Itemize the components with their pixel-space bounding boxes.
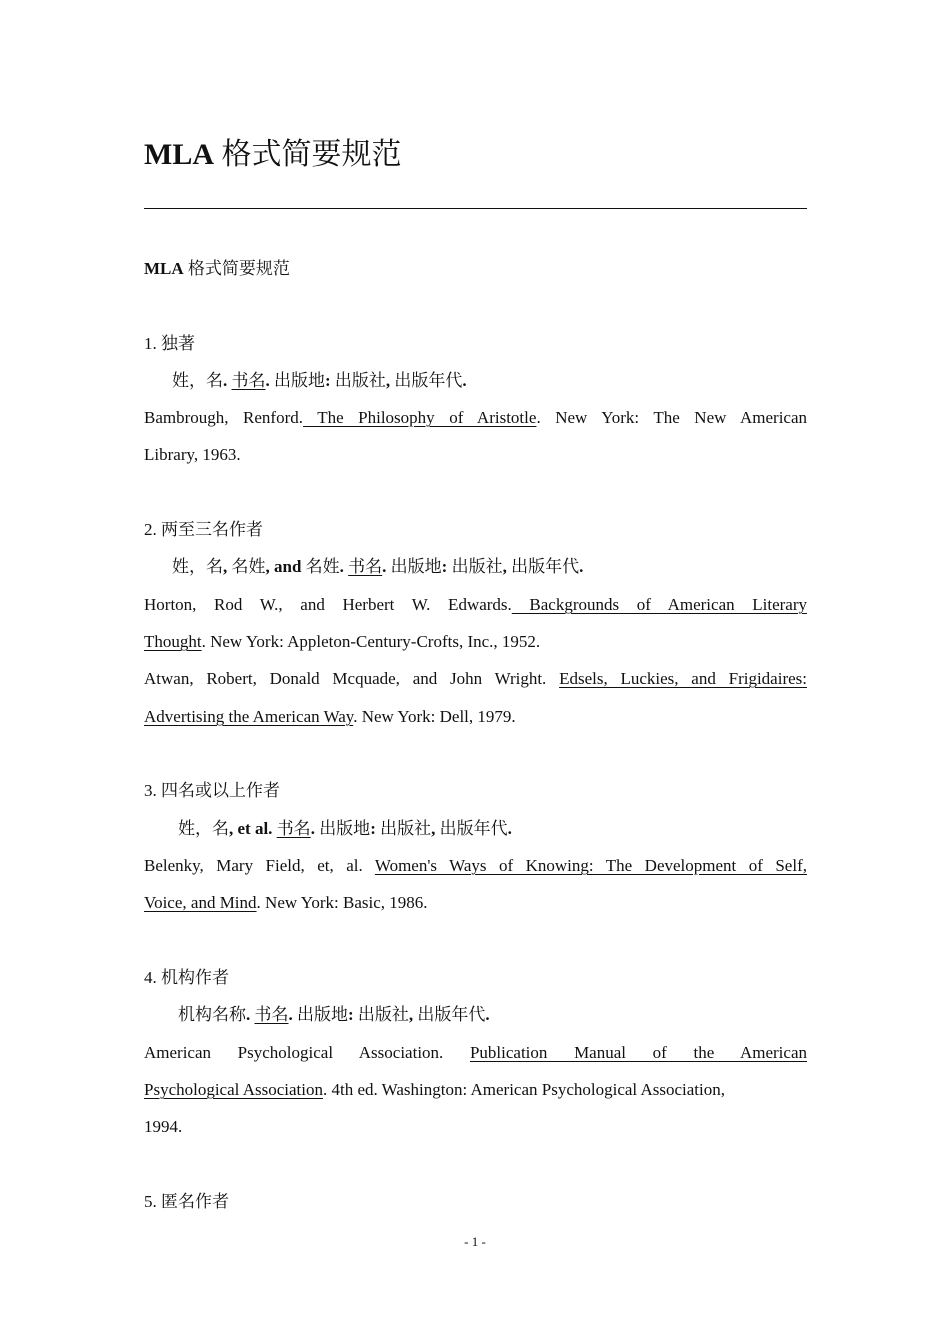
format-pattern-institutional-author: 机构名称. 书名. 出版地: 出版社, 出版年代. [178, 1005, 490, 1024]
document-title-latin: MLA [144, 138, 214, 171]
citation-example-line: Advertising the American Way. New York: Dell, 1979. [144, 707, 516, 726]
section-heading-institutional-author: 4. 机构作者 [144, 968, 229, 987]
pattern-title-placeholder: 书名 [231, 371, 266, 390]
citation-example-line: Belenky, Mary Field, et, al. Women's Ways of Knowing: The Development of Self, [144, 856, 807, 875]
subtitle-latin: MLA [144, 259, 184, 278]
citation-example-line: Psychological Association. 4th ed. Washington: American Psychological Association, [144, 1080, 725, 1099]
section-heading-two-three-authors: 2. 两至三名作者 [144, 520, 263, 539]
section-heading-anonymous-author: 5. 匿名作者 [144, 1192, 229, 1211]
citation-example-line: Bambrough, Renford. The Philosophy of Aristotle. New York: The New American [144, 408, 808, 427]
book-title: Women's Ways of Knowing: The Development of Self, [374, 856, 807, 875]
document-title-cjk: 格式简要规范 [221, 138, 402, 171]
book-title: Thought [144, 632, 202, 651]
citation-example-line: American Psychological Association. Publication Manual of the American [144, 1043, 807, 1062]
pattern-place: 出版地 [274, 371, 325, 390]
pattern-title-placeholder: 书名 [254, 1005, 289, 1024]
section-heading-four-plus-authors: 3. 四名或以上作者 [144, 781, 280, 800]
pattern-author: 姓，名 [172, 371, 223, 390]
book-title: Edsels, Luckies, and Frigidaires: [559, 669, 807, 688]
citation-example-line: Thought. New York: Appleton-Century-Crofts, Inc., 1952. [144, 632, 541, 651]
book-title: Backgrounds of American Literary [511, 595, 807, 614]
pattern-title-placeholder: 书名 [276, 819, 311, 838]
document-subtitle [144, 257, 807, 281]
book-title: The Philosophy of Aristotle [303, 408, 537, 427]
pattern-year: 出版年代 [394, 371, 463, 390]
citation-example-line: Library, 1963. [144, 445, 241, 464]
book-title: Advertising the American Way [144, 707, 354, 726]
book-title: Voice, and Mind [144, 893, 257, 912]
subtitle-cjk: 格式简要规范 [187, 259, 290, 278]
format-pattern-four-plus-authors: 姓，名, et al. 书名. 出版地: 出版社, 出版年代. [178, 819, 512, 838]
document-title [144, 135, 402, 175]
citation-example-line: 1994. [144, 1117, 183, 1136]
citation-example-line: Voice, and Mind. New York: Basic, 1986. [144, 893, 428, 912]
section-heading-single-author: 1. 独著 [144, 334, 195, 353]
citation-example-line: Horton, Rod W., and Herbert W. Edwards. Backgrounds of American Literary [144, 595, 807, 614]
title-divider [144, 208, 807, 209]
pattern-publisher: 出版社 [334, 371, 386, 390]
book-title: Publication Manual of the American [469, 1043, 807, 1062]
format-pattern-single-author: 姓，名. 书名. 出版地: 出版社, 出版年代. [172, 371, 467, 390]
citation-example-line: Atwan, Robert, Donald Mcquade, and John Wright. Edsels, Luckies, and Frigidaires: [144, 669, 807, 688]
format-pattern-two-three-authors: 姓，名, 名姓, and 名姓. 书名. 出版地: 出版社, 出版年代. [172, 557, 584, 576]
pattern-title-placeholder: 书名 [348, 557, 383, 576]
book-title: Psychological Association [144, 1080, 323, 1099]
page-number: - 1 - [464, 1234, 486, 1249]
